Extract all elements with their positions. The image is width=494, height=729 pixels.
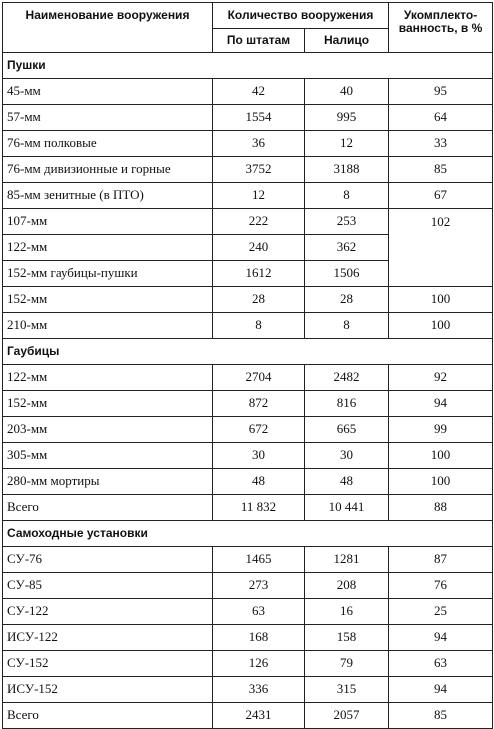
cell-available: 30 (305, 443, 389, 469)
cell-name: 152-мм гаубицы-пушки (3, 261, 213, 287)
table-row (3, 677, 493, 703)
cell-staff: 42 (213, 79, 305, 105)
cell-name: 210-мм (3, 313, 213, 339)
cell-staff: 12 (213, 183, 305, 209)
cell-name: 107-мм (3, 209, 213, 235)
section-title: Пушки (3, 53, 493, 79)
cell-available: 1281 (305, 547, 389, 573)
section-row (3, 339, 493, 365)
cell-name: ИСУ-152 (3, 677, 213, 703)
cell-percent: 88 (389, 495, 493, 521)
cell-available: 3188 (305, 157, 389, 183)
header-percent: Укомплекто-ванность, в % (389, 3, 493, 53)
cell-staff: 63 (213, 599, 305, 625)
table-row (3, 131, 493, 157)
table-row (3, 105, 493, 131)
cell-staff: 2431 (213, 703, 305, 729)
cell-name: 57-мм (3, 105, 213, 131)
cell-staff: 36 (213, 131, 305, 157)
cell-percent: 100 (389, 443, 493, 469)
cell-available: 12 (305, 131, 389, 157)
cell-staff: 126 (213, 651, 305, 677)
cell-available: 8 (305, 183, 389, 209)
cell-percent: 87 (389, 547, 493, 573)
cell-name: Всего (3, 495, 213, 521)
cell-percent: 94 (389, 625, 493, 651)
cell-available: 816 (305, 391, 389, 417)
cell-staff: 8 (213, 313, 305, 339)
table-row (3, 79, 493, 105)
cell-name: 305-мм (3, 443, 213, 469)
cell-percent: 100 (389, 313, 493, 339)
cell-available: 362 (305, 235, 389, 261)
cell-available: 995 (305, 105, 389, 131)
cell-available: 253 (305, 209, 389, 235)
cell-available: 79 (305, 651, 389, 677)
cell-name: ИСУ-122 (3, 625, 213, 651)
cell-staff: 168 (213, 625, 305, 651)
cell-available: 2482 (305, 365, 389, 391)
cell-name: Всего (3, 703, 213, 729)
header-name: Наименование вооружения (3, 3, 213, 53)
cell-name: 122-мм (3, 365, 213, 391)
cell-name: 152-мм (3, 287, 213, 313)
section-row (3, 521, 493, 547)
cell-available: 158 (305, 625, 389, 651)
cell-staff: 1612 (213, 261, 305, 287)
cell-available: 665 (305, 417, 389, 443)
cell-name: СУ-85 (3, 573, 213, 599)
header-available: Налицо (305, 29, 389, 53)
table-row (3, 157, 493, 183)
header-row (3, 3, 493, 29)
table-row (3, 417, 493, 443)
table-row (3, 365, 493, 391)
table-row (3, 547, 493, 573)
cell-percent: 85 (389, 157, 493, 183)
cell-staff: 273 (213, 573, 305, 599)
table-row (3, 287, 493, 313)
cell-percent: 63 (389, 651, 493, 677)
cell-name: 280-мм мортиры (3, 469, 213, 495)
header-quantity: Количество вооружения (213, 3, 389, 29)
section-row (3, 53, 493, 79)
cell-percent: 100 (389, 469, 493, 495)
cell-available: 48 (305, 469, 389, 495)
cell-percent: 67 (389, 183, 493, 209)
cell-percent: 25 (389, 599, 493, 625)
cell-staff: 48 (213, 469, 305, 495)
cell-staff: 1554 (213, 105, 305, 131)
cell-name: 76-мм дивизионные и горные (3, 157, 213, 183)
cell-staff: 672 (213, 417, 305, 443)
cell-percent: 94 (389, 677, 493, 703)
cell-available: 10 441 (305, 495, 389, 521)
cell-name: 85-мм зенитные (в ПТО) (3, 183, 213, 209)
table-row (3, 183, 493, 209)
cell-percent: 95 (389, 79, 493, 105)
cell-staff: 3752 (213, 157, 305, 183)
table-row (3, 469, 493, 495)
cell-name: 76-мм полковые (3, 131, 213, 157)
cell-staff: 222 (213, 209, 305, 235)
cell-available: 16 (305, 599, 389, 625)
cell-available: 40 (305, 79, 389, 105)
table-row (3, 599, 493, 625)
cell-name: СУ-122 (3, 599, 213, 625)
cell-percent: 100 (389, 287, 493, 313)
table-row (3, 209, 493, 235)
cell-percent-merged: 102 (389, 209, 493, 287)
table-row (3, 443, 493, 469)
section-title: Самоходные установки (3, 521, 493, 547)
table-row-total (3, 703, 493, 729)
cell-available: 1506 (305, 261, 389, 287)
cell-available: 208 (305, 573, 389, 599)
cell-staff: 336 (213, 677, 305, 703)
table-row (3, 313, 493, 339)
cell-staff: 1465 (213, 547, 305, 573)
section-title: Гаубицы (3, 339, 493, 365)
cell-staff: 28 (213, 287, 305, 313)
header-by-staff: По штатам (213, 29, 305, 53)
table-row (3, 573, 493, 599)
cell-available: 315 (305, 677, 389, 703)
cell-available: 28 (305, 287, 389, 313)
cell-percent: 99 (389, 417, 493, 443)
cell-percent: 64 (389, 105, 493, 131)
cell-available: 8 (305, 313, 389, 339)
cell-staff: 240 (213, 235, 305, 261)
weapons-table (2, 2, 493, 729)
cell-name: СУ-152 (3, 651, 213, 677)
cell-percent: 94 (389, 391, 493, 417)
cell-name: 45-мм (3, 79, 213, 105)
cell-name: 152-мм (3, 391, 213, 417)
cell-staff: 872 (213, 391, 305, 417)
table-row (3, 651, 493, 677)
table-row (3, 625, 493, 651)
cell-percent: 33 (389, 131, 493, 157)
cell-available: 2057 (305, 703, 389, 729)
cell-percent: 85 (389, 703, 493, 729)
cell-name: 203-мм (3, 417, 213, 443)
table-row-total (3, 495, 493, 521)
table-row (3, 391, 493, 417)
cell-staff: 30 (213, 443, 305, 469)
cell-staff: 11 832 (213, 495, 305, 521)
cell-percent: 92 (389, 365, 493, 391)
cell-name: СУ-76 (3, 547, 213, 573)
cell-percent: 76 (389, 573, 493, 599)
cell-name: 122-мм (3, 235, 213, 261)
cell-staff: 2704 (213, 365, 305, 391)
